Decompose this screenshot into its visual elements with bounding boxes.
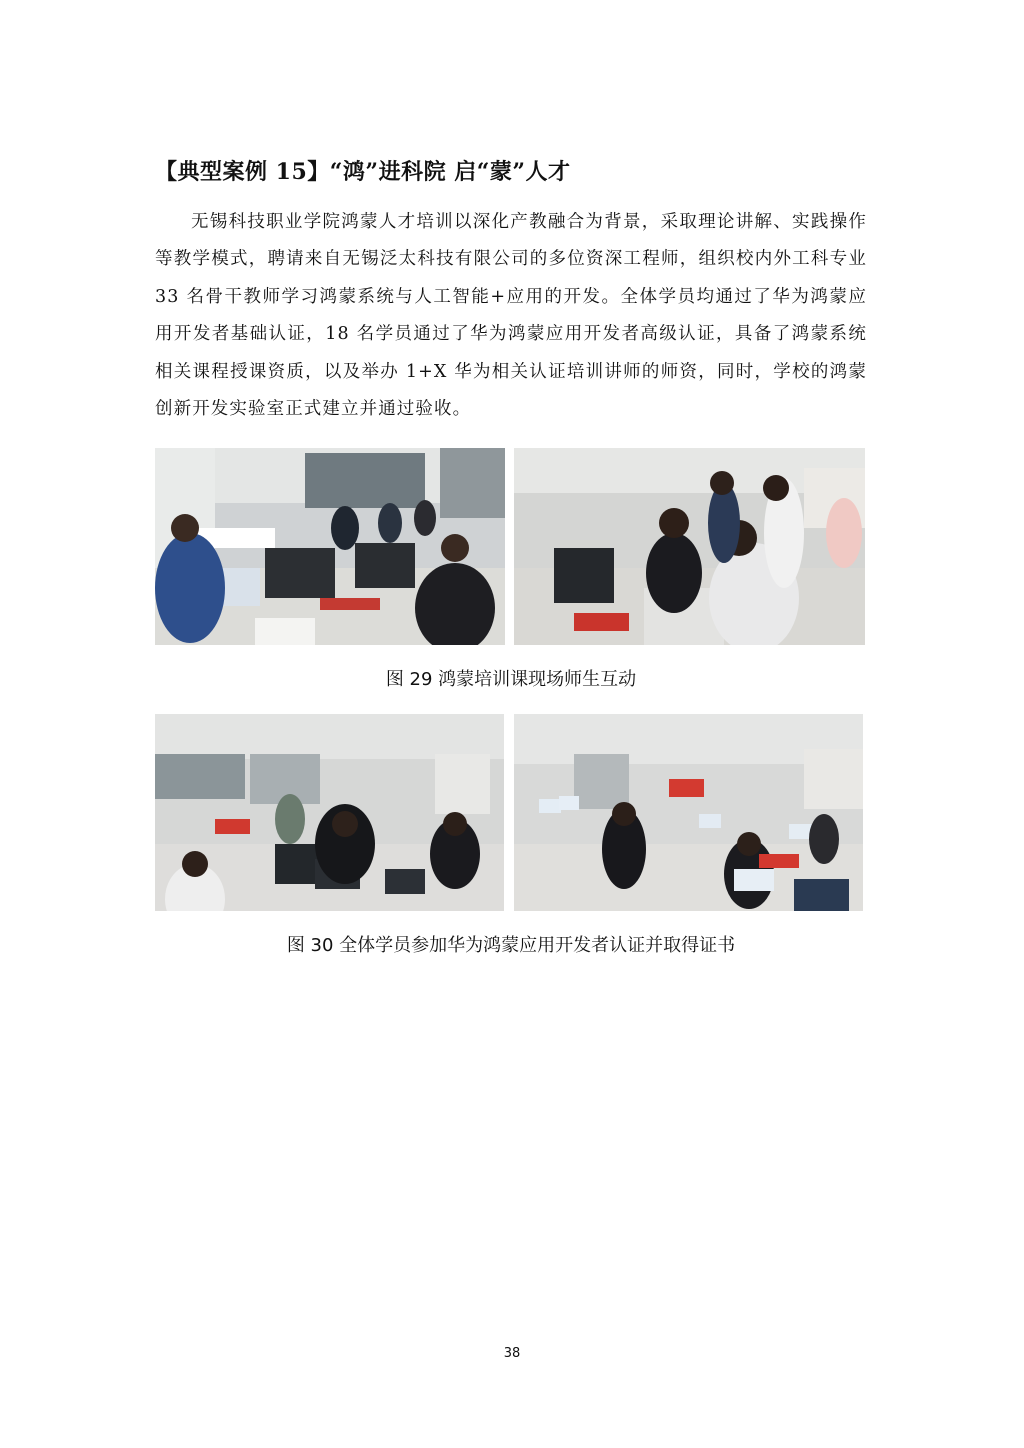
page-number: 38 xyxy=(503,1346,521,1361)
figure-29-photo-right xyxy=(514,448,865,645)
case-heading: 【典型案例 15】“鸿”进科院 启“蒙”人才 xyxy=(155,159,571,185)
figure-29-caption: 图 29 鸿蒙培训课现场师生互动 xyxy=(385,669,637,690)
figure-30-photo-left xyxy=(155,714,504,911)
figure-30-caption: 图 30 全体学员参加华为鸿蒙应用开发者认证并取得证书 xyxy=(286,935,736,956)
figure-29-photo-left xyxy=(155,448,505,645)
figure-30-photo-right xyxy=(514,714,863,911)
case-paragraph: 无锡科技职业学院鸿蒙人才培训以深化产教融合为背景，采取理论讲解、实践操作等教学模式，聘请来自无锡泛太科技有限公司的多位资深工程师，组织校内外工科专业 33 名骨干教师学习鸿蒙系统与人工智能+应用的开发。全体学员均通过了华为鸿蒙应用开发者基础认证，18 名学员通过了华为鸿蒙应用开发者高级认证，具备了鸿蒙系统相关课程授课资质，以及举办 1+X 华为相关认证培训讲师的师资，同时，学校的鸿蒙创新开发实验室正式建立并通过验收。 xyxy=(155,212,867,420)
